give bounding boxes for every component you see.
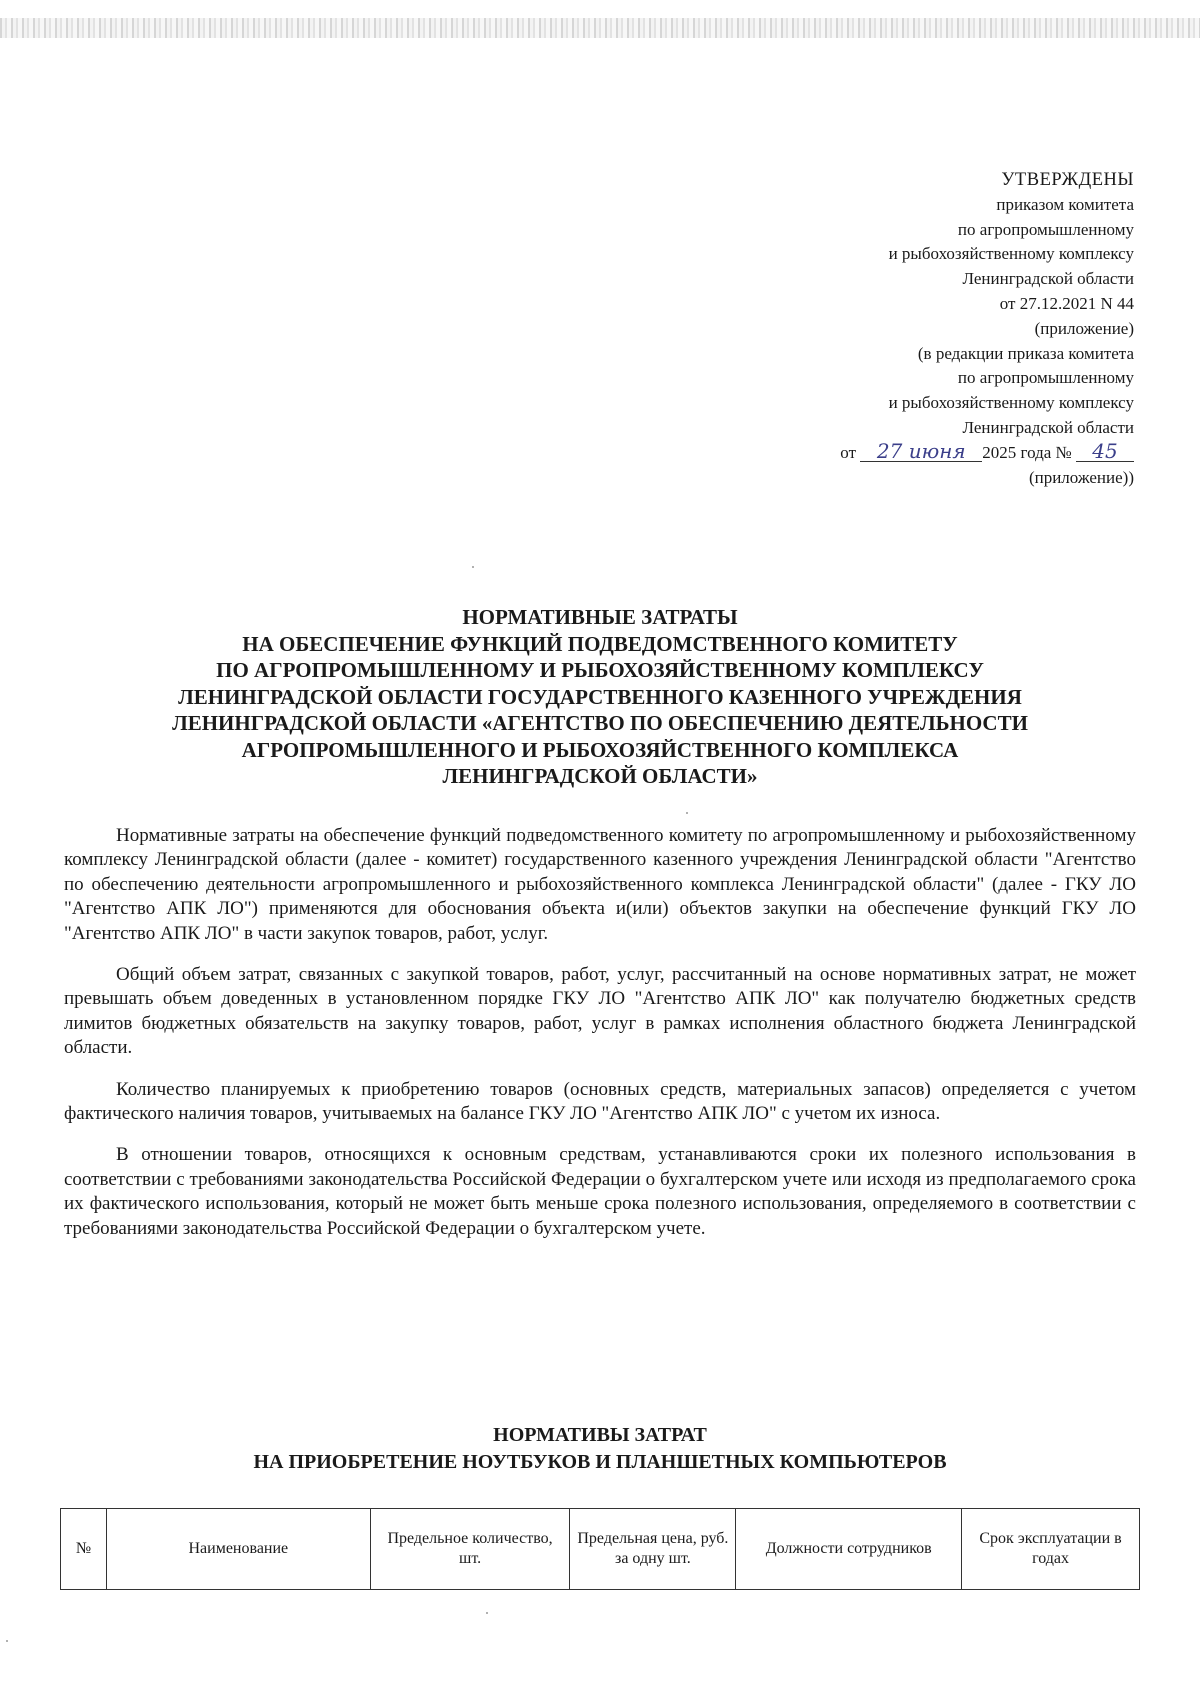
- handwritten-number: 45: [1076, 441, 1134, 462]
- approval-line: по агропромышленному: [957, 219, 1134, 239]
- body-text: [64, 824, 1136, 1258]
- approval-line: Ленинградской области: [962, 269, 1134, 289]
- title-line: ПО АГРОПРОМЫШЛЕННОМУ И РЫБОХОЗЯЙСТВЕННОМУ КОМПЛЕКСУ: [216, 658, 984, 682]
- year-text: 2025 года №: [982, 442, 1072, 462]
- approval-line: по агропромышленному: [957, 368, 1134, 388]
- header-cell-price: Предельная цена, руб. за одну шт.: [570, 1509, 736, 1590]
- approval-date-line: [674, 438, 1134, 466]
- scan-speck: [486, 1612, 488, 1614]
- section-title: [60, 1422, 1140, 1476]
- paragraph: Нормативные затраты на обеспечение функций подведомственного комитету по агропромышленному и рыбохозяйственному комплексу Ленинградской области (далее - комитет) государственного казенного учреждения Ленинградской области "Агентство по обеспечению деятельности агропромышленного и рыбохозяйственного комплекса Ленинградской области" (далее - ГКУ ЛО "Агентство АПК ЛО") применяются для обоснования объекта и(или) объектов закупки на обеспечение функций ГКУ ЛО "Агентство АПК ЛО" в части закупок товаров, работ, услуг.: [64, 825, 1136, 944]
- title-line: ЛЕНИНГРАДСКОЙ ОБЛАСТИ «АГЕНТСТВО ПО ОБЕСПЕЧЕНИЮ ДЕЯТЕЛЬНОСТИ: [172, 711, 1028, 735]
- scan-speck: [686, 812, 688, 814]
- handwritten-date: 27 июня: [860, 441, 982, 462]
- header-cell-name: Наименование: [106, 1509, 370, 1590]
- approval-line: приказом комитета: [996, 194, 1134, 214]
- approval-heading: УТВЕРЖДЕНЫ: [1001, 170, 1134, 190]
- table-header-row: [61, 1509, 1140, 1590]
- paragraph: Общий объем затрат, связанных с закупкой товаров, работ, услуг, рассчитанный на основе нормативных затрат, не может превышать объем доведенных в установленном порядке ГКУ ЛО "Агентство АПК ЛО" как получателю бюджетных средств лимитов бюджетных обязательств на закупку товаров, работ, услуг в рамках исполнения областного бюджета Ленинградской области.: [64, 964, 1136, 1059]
- title-line: НОРМАТИВНЫЕ ЗАТРАТЫ: [462, 605, 738, 629]
- title-line: НА ОБЕСПЕЧЕНИЕ ФУНКЦИЙ ПОДВЕДОМСТВЕННОГО КОМИТЕТУ: [242, 631, 958, 656]
- paragraph: В отношении товаров, относящихся к основным средствам, устанавливаются сроки их полезного использования в соответствии с требованиями законодательства Российской Федерации о бухгалтерском учете или исходя из предполагаемого срока их фактического использования, который не может быть меньше срока полезного использования, определяемого в соответствии с требованиями законодательства Российской Федерации о бухгалтерском учете.: [64, 1144, 1136, 1239]
- title-line: ЛЕНИНГРАДСКОЙ ОБЛАСТИ»: [442, 764, 758, 788]
- section-title-line: НОРМАТИВЫ ЗАТРАТ: [493, 1424, 707, 1446]
- header-cell-quantity: Предельное количество, шт.: [370, 1509, 570, 1590]
- approval-line: (приложение): [1034, 318, 1134, 338]
- section-title-line: НА ПРИОБРЕТЕНИЕ НОУТБУКОВ И ПЛАНШЕТНЫХ КОМПЬЮТЕРОВ: [253, 1451, 947, 1473]
- title-line: АГРОПРОМЫШЛЕННОГО И РЫБОХОЗЯЙСТВЕННОГО КОМПЛЕКСА: [241, 737, 959, 762]
- paragraph: Количество планируемых к приобретению товаров (основных средств, материальных запасов) определяется с учетом фактического наличия товаров, учитываемых на балансе ГКУ ЛО "Агентство АПК ЛО" с учетом их износа.: [64, 1078, 1136, 1125]
- scan-noise-strip: [0, 18, 1200, 38]
- document-title: [60, 604, 1140, 790]
- from-prefix: от: [840, 442, 857, 462]
- scan-speck: [6, 1640, 8, 1642]
- approval-line: (приложение)): [1028, 467, 1134, 487]
- header-cell-number: №: [61, 1509, 107, 1590]
- approval-line: и рыбохозяйственному комплексу: [888, 244, 1134, 264]
- approval-block: [674, 168, 1134, 490]
- approval-line: и рыбохозяйственному комплексу: [888, 393, 1134, 413]
- header-cell-service-life: Срок эксплуатации в годах: [962, 1509, 1140, 1590]
- header-cell-positions: Должности сотрудников: [736, 1509, 962, 1590]
- approval-line: (в редакции приказа комитета: [917, 343, 1134, 363]
- approval-line: Ленинградской области: [962, 417, 1134, 437]
- scan-speck: [472, 566, 474, 568]
- title-line: ЛЕНИНГРАДСКОЙ ОБЛАСТИ ГОСУДАРСТВЕННОГО КАЗЕННОГО УЧРЕЖДЕНИЯ: [178, 684, 1022, 709]
- approval-line: от 27.12.2021 N 44: [999, 293, 1134, 313]
- norms-table: [60, 1508, 1140, 1590]
